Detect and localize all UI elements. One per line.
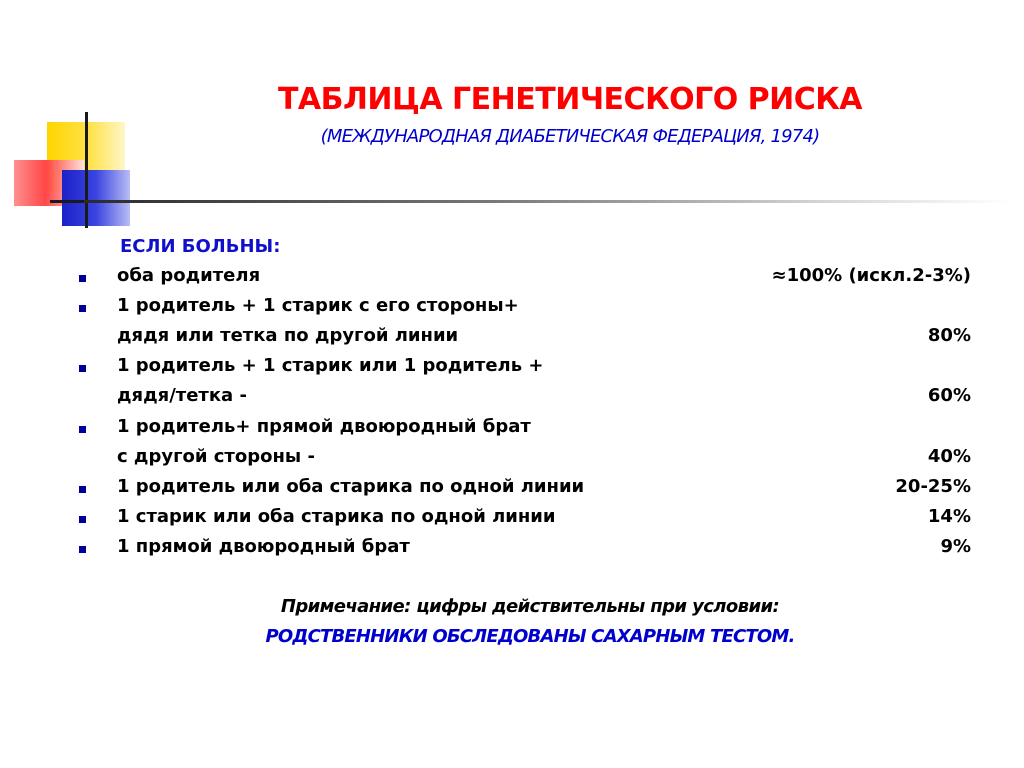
- risk-row: [0, 506, 1024, 536]
- footnote-emphasis: РОДСТВЕННИКИ ОБСЛЕДОВАНЫ САХАРНЫМ ТЕСТОМ.: [265, 626, 795, 647]
- row-value: ≈100% (искл.2-3%): [771, 265, 971, 286]
- row-value: 9%: [940, 536, 971, 557]
- row-label: с другой стороны -: [117, 446, 315, 467]
- bullet-icon: [79, 365, 86, 372]
- row-value: 60%: [927, 385, 971, 406]
- risk-row: [0, 476, 1024, 506]
- slide-title: ТАБЛИЦА ГЕНЕТИЧЕСКОГО РИСКА: [277, 82, 863, 117]
- decorative-blue-square: [62, 170, 130, 226]
- risk-row: [0, 385, 1024, 415]
- bullet-icon: [79, 426, 86, 433]
- row-value: 80%: [927, 325, 971, 346]
- decorative-vertical-line: [85, 112, 88, 228]
- risk-row: [0, 295, 1024, 325]
- bullet-icon: [79, 486, 86, 493]
- row-label: 1 родитель + 1 старик с его стороны+: [117, 295, 519, 316]
- bullet-icon: [79, 516, 86, 523]
- risk-row: [0, 355, 1024, 385]
- bullet-icon: [79, 546, 86, 553]
- title-rule: [84, 200, 1014, 203]
- row-label: 1 родитель или оба старика по одной линии: [117, 476, 585, 497]
- slide-subtitle: (МЕЖДУНАРОДНАЯ ДИАБЕТИЧЕСКАЯ ФЕДЕРАЦИЯ, 1974): [320, 126, 820, 147]
- row-label: 1 родитель + 1 старик или 1 родитель +: [117, 355, 544, 376]
- risk-row: [0, 325, 1024, 355]
- row-label: оба родителя: [117, 265, 261, 286]
- row-value: 14%: [927, 506, 971, 527]
- risk-row: [0, 536, 1024, 566]
- section-heading: ЕСЛИ БОЛЬНЫ:: [120, 236, 281, 257]
- risk-row: [0, 446, 1024, 476]
- bullet-icon: [79, 305, 86, 312]
- row-value: 20-25%: [895, 476, 971, 497]
- footnote: Примечание: цифры действительны при условии:: [280, 596, 780, 617]
- bullet-icon: [79, 275, 86, 282]
- row-label: дядя/тетка -: [117, 385, 247, 406]
- row-label: дядя или тетка по другой линии: [117, 325, 459, 346]
- row-value: 40%: [927, 446, 971, 467]
- risk-row: [0, 416, 1024, 446]
- row-label: 1 старик или оба старика по одной линии: [117, 506, 556, 527]
- row-label: 1 прямой двоюродный брат: [117, 536, 410, 557]
- row-label: 1 родитель+ прямой двоюродный брат: [117, 416, 531, 437]
- risk-row: [0, 265, 1024, 295]
